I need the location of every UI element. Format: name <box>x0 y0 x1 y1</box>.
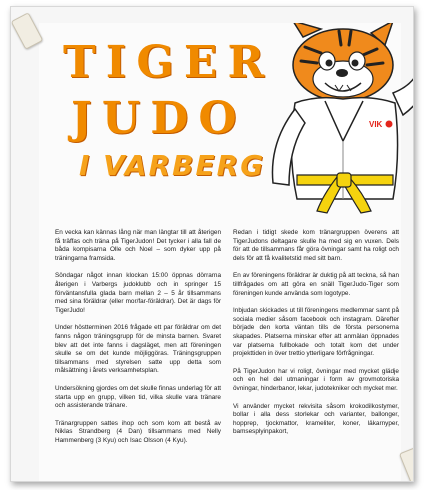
paragraph: Undersökning gjordes om det skulle finnas underlag för att starta upp en grupp, vilken tid, vilka skulle vara tränare och assisterande tränare. <box>55 384 221 410</box>
title-line-3: I VARBERG <box>79 149 266 182</box>
tape-bottom-right <box>399 447 414 482</box>
paragraph: En vecka kan kännas lång när man längtar till att återigen få träffas och träna på TigerJudon! Det tycker i alla fall de båda kompisarna Olle och Noel – som dyker upp på träningarna framsida. <box>55 229 221 262</box>
paragraph: En av föreningens föräldrar är duktig på att teckna, så han tillfrågades om att göra en snäll TigerJudo-Tiger som föreningen kunde använda som logotype. <box>233 272 399 297</box>
article-column-right <box>233 229 399 454</box>
paragraph: Under höstterminen 2016 frågade ett par föräldrar om det fanns någon träningsgrupp för de minsta barnen. Svaret blev att det inte fanns i dagsläget, men att föreningen skulle se om det kunde möjliggöras. Träningsgruppen tillsammans med styrelsen satte upp detta som målsättning i årets verksamhetsplan. <box>55 324 221 375</box>
article-columns <box>55 229 399 454</box>
paragraph: Söndagar något innan klockan 15:00 öppnas dörrarna återigen i Varbergs judoklubb och in springer 15 förväntansfulla glada barn mellan 2 – 5 år tillsammans med sina föräldrar (eller mor/far-föräldrar). Det är dags för TigerJudo! <box>55 272 221 314</box>
paragraph: Tränargruppen sattes ihop och som kom att bestå av Niklas Strandberg (4 Dan) tillsammans med Nelly Hammenberg (3 Kyu) och Isac Olsson (4 Kyu). <box>55 419 221 444</box>
paragraph: Vi använder mycket rekvisita såsom krokodilkostymer, bollar i alla dess storlekar och varianter, ballonger, hopprep, tjockmattor, krameliter, koner, läkarnyper, bamsesplyinpakort, <box>233 402 399 436</box>
title-line-2: JUDO <box>71 93 247 144</box>
title-line-1: TIGER <box>63 37 275 88</box>
article-column-left <box>55 229 221 454</box>
paragraph: Redan i tidigt skede kom tränargruppen överens att TigerJudons deltagare skulle ha med sig en vuxen. Dels för att de tillsammans får göra övningar samt ha roligt och dels för att få kvalitetstid med sitt barn. <box>233 229 399 262</box>
jersey-text: VIK <box>369 120 383 129</box>
paragraph: Inbjudan skickades ut till föreningens medlemmar samt på sociala medier såsom facebook och instagram. Därefter började den korta väntan tills de första personerna skapades. Platserna minskar efter att anmälan öppnades var platserna fullbokade och totalt kom det under projekttiden in över trettio ytterligare förfrågningar. <box>233 307 399 358</box>
paragraph: På TigerJudon har vi roligt, övningar med mycket glädje och en hel del utmaningar i form av grovmotoriska övningar, hinderbanor, lekar, judotekniker och mycket mer. <box>233 367 399 392</box>
tiger-judo-logo <box>243 23 414 223</box>
clipping-page <box>10 6 414 482</box>
